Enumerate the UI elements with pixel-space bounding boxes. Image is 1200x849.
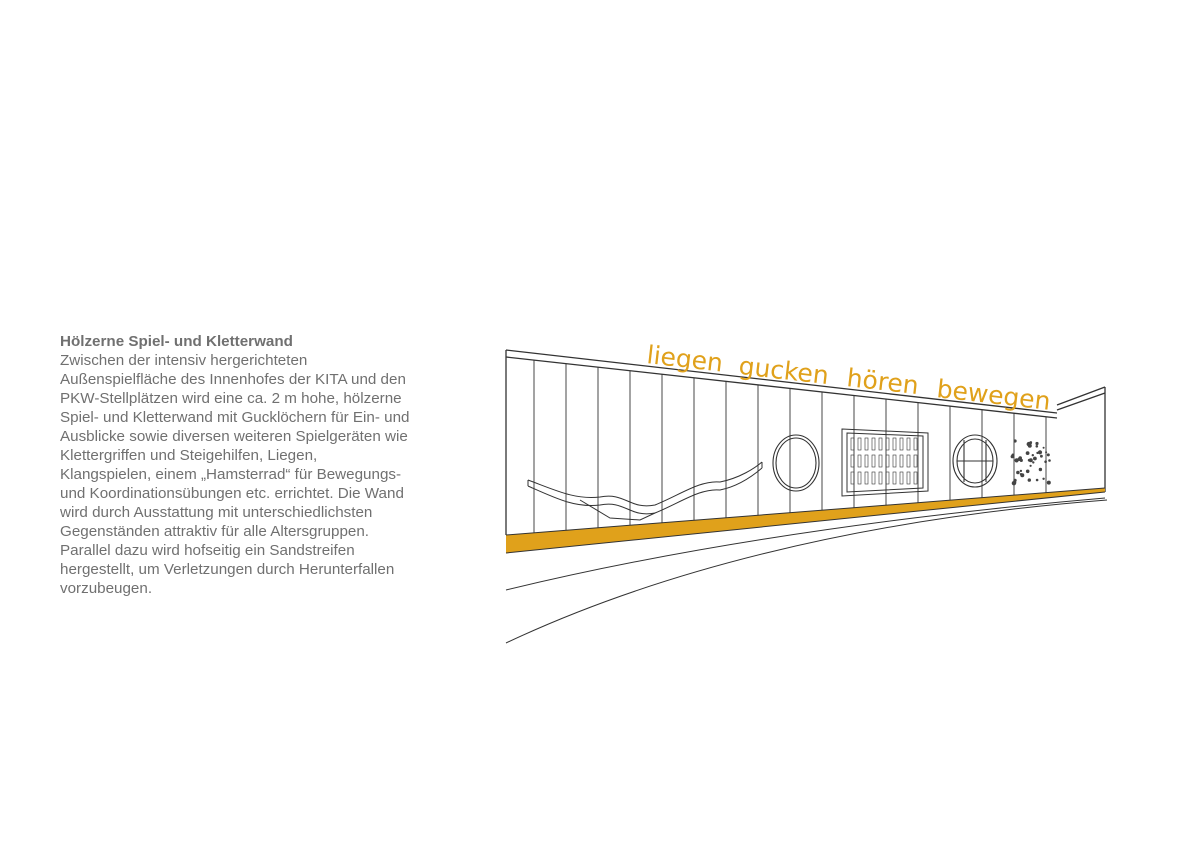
description-line: PKW-Stellplätzen wird eine ca. 2 m hohe, hölzerne [60,390,402,407]
peephole-circle [773,435,819,491]
description-line: Parallel dazu wird hofseitig ein Sandstreifen [60,542,355,559]
panel-bar [893,438,896,450]
climbing-hold [1029,442,1032,445]
description-line: Zwischen der intensiv hergerichteten [60,352,308,369]
description-line: Spiel- und Kletterwand mit Gucklöchern für Ein- und [60,409,410,426]
description-line: vorzubeugen. [60,580,153,597]
climbing-hold [1020,473,1024,477]
climbing-hold [1035,442,1038,445]
climbing-hold [1045,451,1047,453]
description-line: Ausblicke sowie diversen weiteren Spielgeräten wie [60,428,408,445]
climbing-holds [1011,439,1051,485]
panel-bar [900,438,903,450]
climbing-hold [1028,444,1032,448]
climbing-hold [1044,460,1047,463]
climbing-hold [1018,456,1022,460]
climbing-hold [1036,479,1039,482]
climbing-hold [1026,451,1030,455]
description-line: hergestellt, um Verletzungen durch Herunterfallen [60,561,395,578]
panel-bar [865,438,868,450]
panel-bar [879,472,882,484]
climbing-hold [1038,450,1042,454]
climbing-hold [1040,455,1043,458]
climbing-hold [1016,471,1020,475]
climbing-hold [1028,478,1031,481]
panel-bar [879,455,882,467]
description-line: Klangspielen, einem „Hamsterrad“ für Bewegungs- [60,466,402,483]
description-line: Außenspielfläche des Innenhofes der KITA und den [60,371,406,388]
panel-bar [907,438,910,450]
description-line: wird durch Ausstattung mit unterschiedlichsten [60,504,373,521]
climbing-hold [1047,481,1051,485]
panel-bar [893,455,896,467]
climbing-hold [1014,439,1017,442]
hamster-wheel [953,435,997,487]
panel-bar [900,472,903,484]
climbing-hold [1032,461,1034,463]
word-gucken: gucken [737,351,831,391]
panel-bar [914,472,917,484]
sound-panel [842,429,928,496]
panel-bar [872,455,875,467]
climbing-hold [1020,470,1022,472]
description-line: Gegenständen attraktiv für alle Altersgruppen. [60,523,369,540]
panel-bar [907,455,910,467]
panel-bar [858,455,861,467]
climbing-hold [1048,459,1051,462]
climbing-hold [1043,447,1045,449]
description-line: Klettergriffen und Steigehilfen, Liegen, [60,447,318,464]
panel-bar [879,438,882,450]
climbing-hold [1030,465,1032,467]
climbing-hold [1026,470,1030,474]
wave-lounger [528,462,762,520]
climbing-hold [1042,478,1044,480]
climbing-hold [1039,468,1042,471]
climbing-hold [1011,455,1014,458]
description-line: und Koordinationsübungen etc. errichtet. Die Wand [60,485,404,502]
word-bewegen: bewegen [935,374,1053,416]
climbing-hold [1033,457,1037,461]
panel-bar [900,455,903,467]
description-heading: Hölzerne Spiel- und Kletterwand [60,333,293,350]
panel-bar [865,472,868,484]
panel-bar [865,455,868,467]
panel-bar [858,472,861,484]
word-liegen: liegen [645,340,725,378]
climbing-hold [1032,454,1034,456]
panel-bar [914,438,917,450]
panel-bar [858,438,861,450]
panel-bar [907,472,910,484]
word-hoeren: hören [845,363,921,401]
climbing-hold [1014,481,1017,484]
climbing-hold [1028,459,1031,462]
climbing-hold [1047,453,1050,456]
panel-bar [872,438,875,450]
panel-bar [893,472,896,484]
climbing-hold [1036,445,1039,448]
panel-bar [872,472,875,484]
panel-bar [914,455,917,467]
